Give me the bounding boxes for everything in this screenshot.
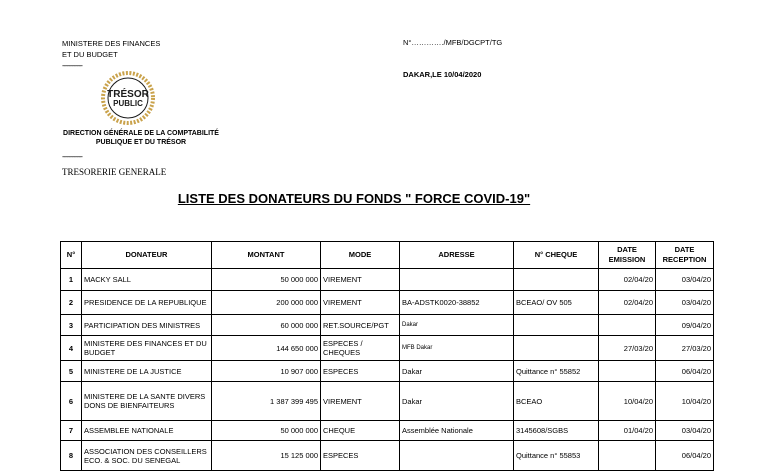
cell-montant: 60 000 000 xyxy=(212,315,321,336)
cell-cheque: BCEAO/ OV 505 xyxy=(514,291,599,315)
logo-text-bottom: PUBLIC xyxy=(113,99,143,108)
cell-cheque: Quittance n° 55852 xyxy=(514,361,599,382)
direction-label xyxy=(62,129,220,147)
ministry-line-1: MINISTERE DES FINANCES xyxy=(62,39,161,48)
header-cheque: N° CHEQUE xyxy=(514,242,599,269)
cell-cheque xyxy=(514,315,599,336)
reference-number: N°…………./MFB/DGCPT/TG xyxy=(403,38,503,47)
cell-cheque: Quittance n° 55853 xyxy=(514,441,599,471)
cell-adresse: Dakar xyxy=(400,382,514,421)
cell-montant: 200 000 000 xyxy=(212,291,321,315)
direction-line-1: DIRECTION GÉNÉRALE DE LA COMPTABILITÉ xyxy=(63,130,219,137)
cell-adresse xyxy=(400,269,514,291)
tresor-public-logo xyxy=(100,70,156,126)
direction-line-2: PUBLIQUE ET DU TRÉSOR xyxy=(95,139,187,146)
separator-2: ------------ xyxy=(62,152,82,161)
cell-donateur: ASSOCIATION DES CONSEILLERS ECO. & SOC. DU SENEGAL xyxy=(82,441,212,471)
cell-emission xyxy=(599,361,656,382)
cell-num: 8 xyxy=(61,441,82,471)
table-header-row xyxy=(61,242,714,269)
header-emission: DATE EMISSION xyxy=(599,242,656,269)
cell-reception: 09/04/20 xyxy=(656,315,714,336)
cell-cheque xyxy=(514,269,599,291)
cell-num: 2 xyxy=(61,291,82,315)
cell-mode: ESPECES xyxy=(321,361,400,382)
cell-mode: VIREMENT xyxy=(321,269,400,291)
cell-mode: VIREMENT xyxy=(321,291,400,315)
cell-donateur: MACKY SALL xyxy=(82,269,212,291)
header-reception: DATE RECEPTION xyxy=(656,242,714,269)
table-row xyxy=(61,315,714,336)
cell-emission xyxy=(599,441,656,471)
cell-donateur: PARTICIPATION DES MINISTRES xyxy=(82,315,212,336)
table-row xyxy=(61,291,714,315)
cell-cheque: BCEAO xyxy=(514,382,599,421)
logo-text-top: TRÉSOR xyxy=(107,89,149,100)
cell-cheque xyxy=(514,336,599,361)
header-adresse: ADRESSE xyxy=(400,242,514,269)
cell-num: 3 xyxy=(61,315,82,336)
cell-donateur: MINISTERE DE LA JUSTICE xyxy=(82,361,212,382)
ministry-line-2: ET DU BUDGET xyxy=(62,50,118,59)
cell-adresse: MFB Dakar xyxy=(400,336,514,361)
cell-num: 6 xyxy=(61,382,82,421)
cell-emission: 01/04/20 xyxy=(599,421,656,441)
cell-donateur: MINISTERE DES FINANCES ET DU BUDGET xyxy=(82,336,212,361)
cell-mode: ESPECES xyxy=(321,441,400,471)
cell-mode: CHEQUE xyxy=(321,421,400,441)
cell-mode: VIREMENT xyxy=(321,382,400,421)
header-montant: MONTANT xyxy=(212,242,321,269)
cell-emission: 10/04/20 xyxy=(599,382,656,421)
ministry-header xyxy=(62,38,160,71)
separator: ------------ xyxy=(62,61,82,70)
cell-reception: 27/03/20 xyxy=(656,336,714,361)
table-row xyxy=(61,336,714,361)
cell-num: 4 xyxy=(61,336,82,361)
header-donateur: DONATEUR xyxy=(82,242,212,269)
cell-donateur: PRESIDENCE DE LA REPUBLIQUE xyxy=(82,291,212,315)
cell-donateur: ASSEMBLEE NATIONALE xyxy=(82,421,212,441)
cell-emission: 27/03/20 xyxy=(599,336,656,361)
cell-montant: 50 000 000 xyxy=(212,421,321,441)
cell-mode: ESPECES / CHEQUES xyxy=(321,336,400,361)
cell-montant: 1 387 399 495 xyxy=(212,382,321,421)
cell-adresse: Dakar xyxy=(400,361,514,382)
table-row xyxy=(61,421,714,441)
cell-donateur: MINISTERE DE LA SANTE DIVERS DONS DE BIENFAITEURS xyxy=(82,382,212,421)
table-row xyxy=(61,441,714,471)
cell-emission: 02/04/20 xyxy=(599,291,656,315)
cell-reception: 03/04/20 xyxy=(656,269,714,291)
header-mode: MODE xyxy=(321,242,400,269)
cell-reception: 06/04/20 xyxy=(656,441,714,471)
table-row xyxy=(61,382,714,421)
cell-num: 5 xyxy=(61,361,82,382)
cell-montant: 15 125 000 xyxy=(212,441,321,471)
table-row xyxy=(61,361,714,382)
cell-reception: 10/04/20 xyxy=(656,382,714,421)
cell-cheque: 3145608/SGBS xyxy=(514,421,599,441)
header-num: N° xyxy=(61,242,82,269)
cell-mode: RET.SOURCE/PGT xyxy=(321,315,400,336)
cell-adresse xyxy=(400,441,514,471)
cell-reception: 03/04/20 xyxy=(656,291,714,315)
cell-adresse: Assemblée Nationale xyxy=(400,421,514,441)
cell-num: 1 xyxy=(61,269,82,291)
cell-adresse: Dakar xyxy=(400,315,514,336)
donors-table xyxy=(60,241,714,471)
cell-adresse: BA-ADSTK0020-38852 xyxy=(400,291,514,315)
department-label: TRESORERIE GENERALE xyxy=(62,167,167,177)
document-date: DAKAR,LE 10/04/2020 xyxy=(403,70,482,79)
document-title: LISTE DES DONATEURS DU FONDS " FORCE COVID-19" xyxy=(177,191,531,206)
cell-reception: 06/04/20 xyxy=(656,361,714,382)
cell-num: 7 xyxy=(61,421,82,441)
table-row xyxy=(61,269,714,291)
cell-montant: 144 650 000 xyxy=(212,336,321,361)
cell-emission: 02/04/20 xyxy=(599,269,656,291)
cell-montant: 50 000 000 xyxy=(212,269,321,291)
cell-reception: 03/04/20 xyxy=(656,421,714,441)
cell-montant: 10 907 000 xyxy=(212,361,321,382)
cell-emission xyxy=(599,315,656,336)
